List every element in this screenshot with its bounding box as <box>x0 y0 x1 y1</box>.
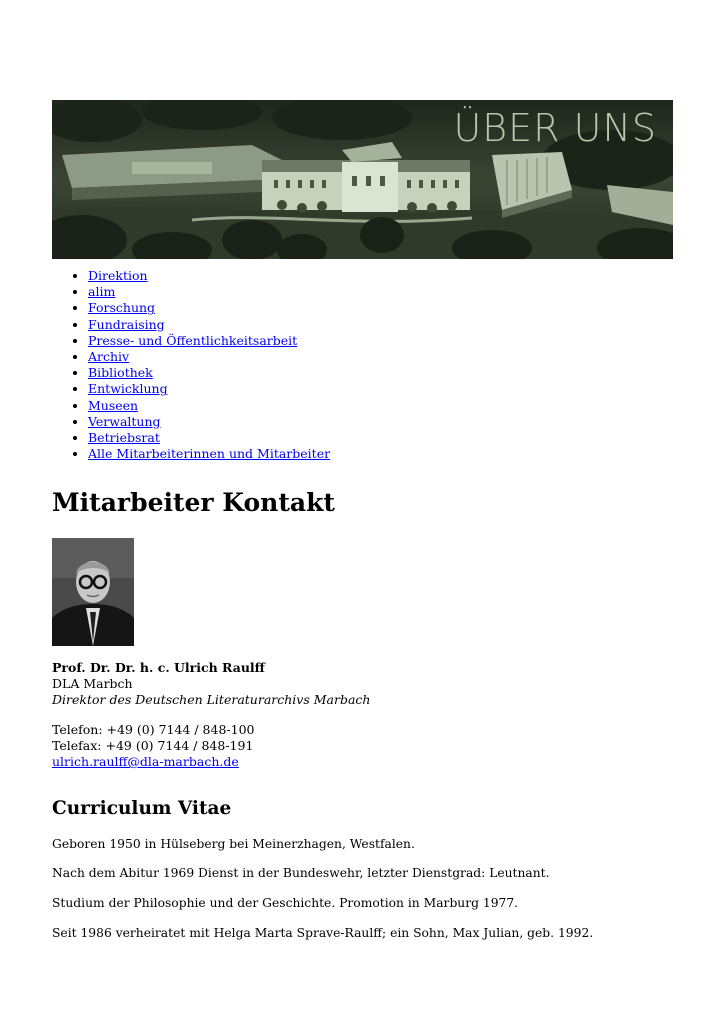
nav-link-alle-mitarbeiter[interactable]: Alle Mitarbeiterinnen und Mitarbeiter <box>88 446 331 462</box>
nav-item-bibliothek <box>88 365 330 381</box>
nav-link-verwaltung[interactable]: Verwaltung <box>88 413 161 429</box>
banner-title: ÜBER UNS <box>453 106 657 150</box>
contact-email-link[interactable]: ulrich.raulff@dla-marbach.de <box>52 754 239 769</box>
section-nav <box>52 268 330 462</box>
contact-fax: Telefax: +49 (0) 7144 / 848-191 <box>52 738 254 753</box>
nav-item-alim <box>88 284 330 300</box>
nav-link-direktion[interactable]: Direktion <box>88 268 148 283</box>
nav-item-fundraising <box>88 317 330 333</box>
contact-name: Prof. Dr. Dr. h. c. Ulrich Raulff <box>52 660 265 675</box>
page-title: Mitarbeiter Kontakt <box>52 488 335 517</box>
portrait-photo <box>52 538 134 646</box>
contact-phone: Telefon: +49 (0) 7144 / 848-100 <box>52 722 255 737</box>
nav-item-entwicklung <box>88 381 330 397</box>
contact-card <box>52 660 371 770</box>
cv-heading: Curriculum Vitae <box>52 798 232 819</box>
nav-item-betriebsrat <box>88 430 330 446</box>
cv-paragraph: Nach dem Abitur 1969 Dienst in der Bundeswehr, letzter Dienstgrad: Leutnant. <box>52 866 550 880</box>
nav-link-archiv[interactable]: Archiv <box>88 349 130 365</box>
spacer <box>52 708 371 722</box>
nav-link-fundraising[interactable]: Fundraising <box>88 316 165 332</box>
contact-role: Direktor des Deutschen Literaturarchivs Marbach <box>52 692 371 707</box>
nav-link-betriebsrat[interactable]: Betriebsrat <box>88 430 160 446</box>
nav-link-presse[interactable]: Presse- und Öffentlichkeitsarbeit <box>88 332 298 348</box>
nav-item-forschung <box>88 300 330 316</box>
nav-item-archiv <box>88 349 330 365</box>
nav-item-presse <box>88 333 330 349</box>
cv-paragraph: Studium der Philosophie und der Geschichte. Promotion in Marburg 1977. <box>52 896 519 910</box>
nav-item-direktion <box>88 268 330 284</box>
nav-link-alim[interactable]: alim <box>88 284 116 300</box>
nav-item-verwaltung <box>88 414 330 430</box>
header-banner <box>52 100 673 259</box>
cv-paragraph: Geboren 1950 in Hülseberg bei Meinerzhagen, Westfalen. <box>52 837 415 851</box>
nav-item-museen <box>88 398 330 414</box>
nav-link-entwicklung[interactable]: Entwicklung <box>88 381 168 397</box>
nav-link-museen[interactable]: Museen <box>88 397 139 413</box>
cv-paragraph: Seit 1986 verheiratet mit Helga Marta Sprave-Raulff; ein Sohn, Max Julian, geb. 1992. <box>52 926 594 940</box>
nav-item-alle-mitarbeiter <box>88 446 330 462</box>
nav-link-forschung[interactable]: Forschung <box>88 300 156 316</box>
nav-link-bibliothek[interactable]: Bibliothek <box>88 365 153 381</box>
contact-institution: DLA Marbch <box>52 676 133 691</box>
